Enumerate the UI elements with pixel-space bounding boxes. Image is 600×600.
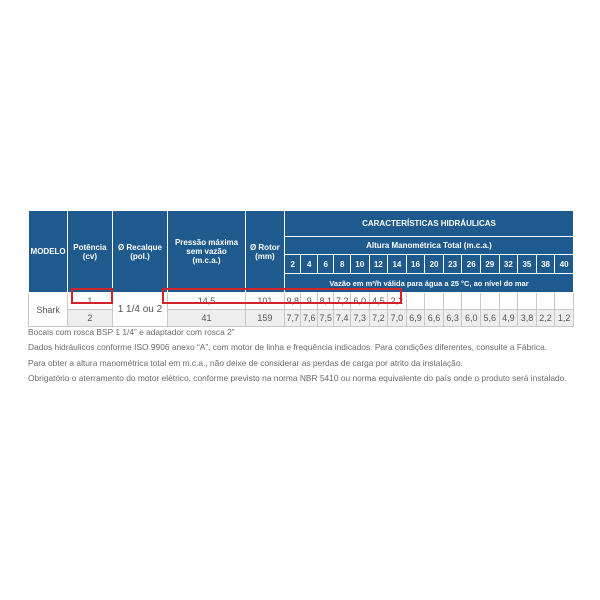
- potencia-cell: 2: [68, 310, 112, 327]
- flow-cell: 7,7: [284, 310, 301, 327]
- flow-cell: 2,2: [388, 293, 407, 310]
- flow-cell: 7,3: [350, 310, 369, 327]
- header-altura: Altura Manométrica Total (m.c.a.): [284, 237, 573, 255]
- flow-cell: 5,6: [481, 310, 500, 327]
- flow-cell: 7,2: [334, 293, 351, 310]
- flow-cell: 6,0: [350, 293, 369, 310]
- modelo-cell: Shark: [29, 293, 68, 327]
- flow-cell: 7,4: [334, 310, 351, 327]
- footnote: Bocais com rosca BSP 1 1/4” e adaptador com rosca 2”: [28, 327, 235, 337]
- height-header-cell: 26: [462, 255, 481, 274]
- flow-cell: 2,2: [536, 310, 555, 327]
- rotor-cell: 101: [245, 293, 284, 310]
- flow-cell: 6,0: [462, 310, 481, 327]
- height-header-cell: 14: [388, 255, 407, 274]
- table-body: [29, 293, 574, 327]
- potencia-cell: 1: [68, 293, 112, 310]
- recalque-cell: 1 1/4 ou 2: [112, 293, 168, 327]
- flow-cell: [481, 293, 500, 310]
- hydraulic-spec-sheet: [28, 210, 574, 327]
- rotor-cell: 159: [245, 310, 284, 327]
- hydraulic-table: [28, 210, 574, 327]
- flow-cell: [425, 293, 444, 310]
- height-header-cell: 20: [425, 255, 444, 274]
- header-recalque-line1: Ø Recalque: [117, 242, 162, 252]
- height-header-cell: 10: [350, 255, 369, 274]
- height-header-cell: 2: [284, 255, 301, 274]
- height-header-cell: 23: [443, 255, 462, 274]
- flow-cell: 7,0: [388, 310, 407, 327]
- header-recalque: [112, 211, 168, 293]
- flow-cell: 6,3: [443, 310, 462, 327]
- flow-cell: [536, 293, 555, 310]
- height-header-cell: 16: [406, 255, 425, 274]
- table-row: [29, 293, 574, 310]
- footnote: Dados hidráulicos conforme ISO 9906 anexo “A”, com motor de linha e frequência indicados. Para condições diferentes, consulte a Fábrica.: [28, 342, 548, 353]
- flow-cell: 7,5: [317, 310, 334, 327]
- flow-cell: [443, 293, 462, 310]
- table-row: [29, 310, 574, 327]
- header-rotor-line2: (mm): [255, 251, 275, 261]
- pressao-cell: 14,5: [168, 293, 245, 310]
- footnote: Obrigatório o aterramento do motor elétrico, conforme previsto na norma NBR 5410 ou norma equivalente do país onde o produto será instalado.: [28, 373, 567, 384]
- table-header: [29, 211, 574, 293]
- header-potencia-line1: Potência: [73, 242, 107, 252]
- header-pressao: [168, 211, 245, 293]
- header-potencia-line2: (cv): [82, 251, 98, 261]
- height-header-cell: 32: [499, 255, 518, 274]
- header-vazao: Vazão em m³/h válida para água a 25 °C, ao nível do mar: [284, 274, 573, 293]
- height-header-cell: 6: [317, 255, 334, 274]
- footnote: Para obter a altura manométrica total em m.c.a., não deixe de considerar as perdas de carga por atrito da instalação.: [28, 357, 463, 368]
- flow-cell: 3,8: [518, 310, 537, 327]
- flow-cell: [555, 293, 574, 310]
- height-header-cell: 4: [301, 255, 318, 274]
- footnotes: [28, 325, 588, 387]
- flow-cell: 4,5: [369, 293, 388, 310]
- header-pressao-line3: (m.c.a.): [192, 256, 221, 265]
- height-header-cell: 12: [369, 255, 388, 274]
- flow-cell: 6,6: [425, 310, 444, 327]
- flow-cell: 9: [301, 293, 318, 310]
- flow-cell: 7,6: [301, 310, 318, 327]
- height-header-cell: 35: [518, 255, 537, 274]
- flow-cell: 4,9: [499, 310, 518, 327]
- header-pressao-line2: sem vazão: [186, 247, 227, 256]
- flow-cell: 8,1: [317, 293, 334, 310]
- height-header-cell: 29: [481, 255, 500, 274]
- header-potencia: [68, 211, 112, 293]
- header-rotor: [245, 211, 284, 293]
- pressao-cell: 41: [168, 310, 245, 327]
- header-caracteristicas: CARACTERÍSTICAS HIDRÁULICAS: [284, 211, 573, 237]
- flow-cell: 7,2: [369, 310, 388, 327]
- header-rotor-line1: Ø Rotor: [249, 242, 280, 252]
- height-header-cell: 40: [555, 255, 574, 274]
- flow-cell: [518, 293, 537, 310]
- height-header-cell: 8: [334, 255, 351, 274]
- header-modelo: MODELO: [29, 211, 68, 293]
- height-header-cell: 38: [536, 255, 555, 274]
- flow-cell: 9,8: [284, 293, 301, 310]
- flow-cell: [499, 293, 518, 310]
- flow-cell: [406, 293, 425, 310]
- header-pressao-line1: Pressão máxima: [174, 238, 239, 247]
- flow-cell: [462, 293, 481, 310]
- header-recalque-line2: (pol.): [130, 251, 150, 261]
- flow-cell: 1,2: [555, 310, 574, 327]
- flow-cell: 6,9: [406, 310, 425, 327]
